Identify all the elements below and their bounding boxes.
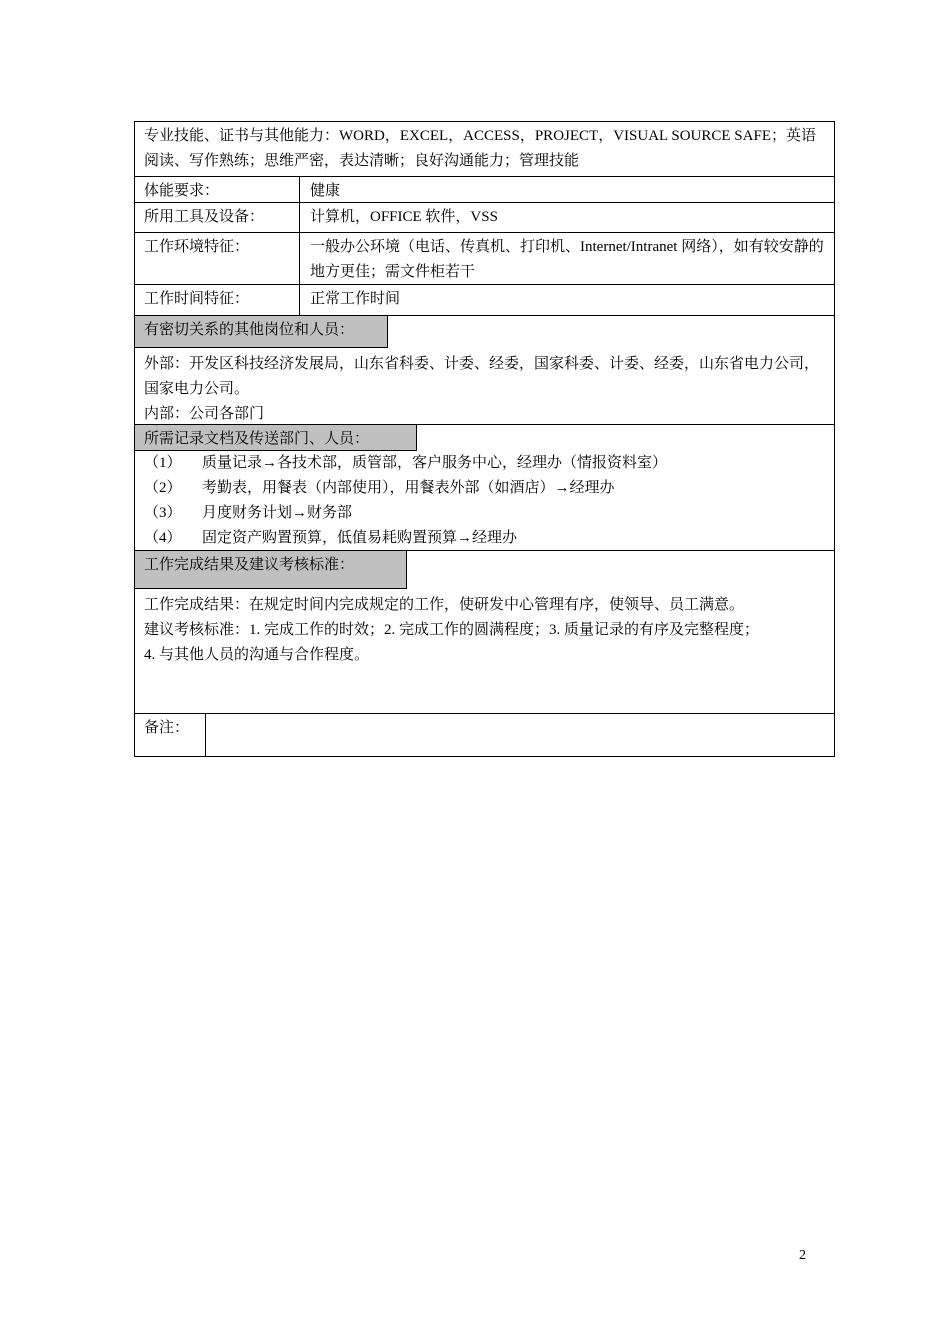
results-section: [135, 550, 834, 713]
tools-label: 所用工具及设备：: [135, 203, 300, 232]
records-section: [135, 424, 834, 550]
skills-row: [135, 122, 834, 176]
list-item: [144, 526, 825, 551]
criteria-line-2: 4. 与其他人员的沟通与合作程度。: [144, 647, 370, 663]
list-item-text: 质量记录→各技术部，质管部，客户服务中心，经理办（情报资料室）: [202, 455, 668, 471]
list-item-number: （2）: [144, 480, 182, 496]
list-item-text: 考勤表，用餐表（内部使用），用餐表外部（如酒店）→经理办: [202, 480, 615, 496]
list-item: [144, 476, 825, 501]
page-number: 2: [799, 1248, 806, 1263]
remarks-row: [135, 713, 834, 756]
result-line: 工作完成结果：在规定时间内完成规定的工作，使研发中心管理有序，使领导、员工满意。: [144, 597, 745, 613]
results-text: [135, 589, 834, 668]
records-heading: 所需记录文档及传送部门、人员：: [135, 425, 417, 451]
physical-value: 健康: [310, 183, 341, 199]
criteria-line: 建议考核标准：1. 完成工作的时效；2. 完成工作的圆满程度；3. 质量记录的有序及完整程度；: [144, 622, 760, 638]
remarks-label: 备注：: [135, 714, 206, 756]
list-item-text: 固定资产购置预算，低值易耗购置预算→经理办: [202, 530, 518, 546]
relations-heading: 有密切关系的其他岗位和人员：: [135, 316, 388, 348]
environment-label: 工作环境特征：: [135, 233, 300, 284]
environment-row: [135, 232, 834, 284]
skills-text: 专业技能、证书与其他能力：WORD，EXCEL，ACCESS，PROJECT，VISUAL SOURCE SAFE；英语阅读、写作熟练；思维严密，表达清晰；良好沟通能力；管理技能: [144, 128, 816, 169]
physical-row: [135, 176, 834, 202]
list-item: [144, 501, 825, 526]
work-time-row: [135, 284, 834, 315]
relations-external: 外部：开发区科技经济发展局，山东省科委、计委、经委，国家科委、计委、经委，山东省电力公司，国家电力公司。: [144, 356, 820, 397]
relations-section: [135, 315, 834, 424]
relations-internal: 内部：公司各部门: [144, 406, 265, 422]
work-time-label: 工作时间特征：: [135, 285, 300, 315]
job-description-table: [134, 121, 835, 757]
list-item-number: （4）: [144, 530, 182, 546]
results-heading: 工作完成结果及建议考核标准：: [135, 551, 407, 589]
list-item-number: （1）: [144, 455, 182, 471]
records-list: [135, 451, 834, 551]
tools-value: 计算机，OFFICE 软件，VSS: [310, 209, 498, 225]
environment-value: 一般办公环境（电话、传真机、打印机、Internet/Intranet 网络），如有较安静的地方更佳；需文件柜若干: [310, 239, 824, 280]
list-item-number: （3）: [144, 505, 182, 521]
tools-row: [135, 202, 834, 232]
physical-label: 体能要求：: [135, 177, 300, 202]
list-item: [144, 451, 825, 476]
remarks-value: [206, 714, 834, 756]
list-item-text: 月度财务计划→财务部: [202, 505, 353, 521]
work-time-value: 正常工作时间: [310, 291, 401, 307]
